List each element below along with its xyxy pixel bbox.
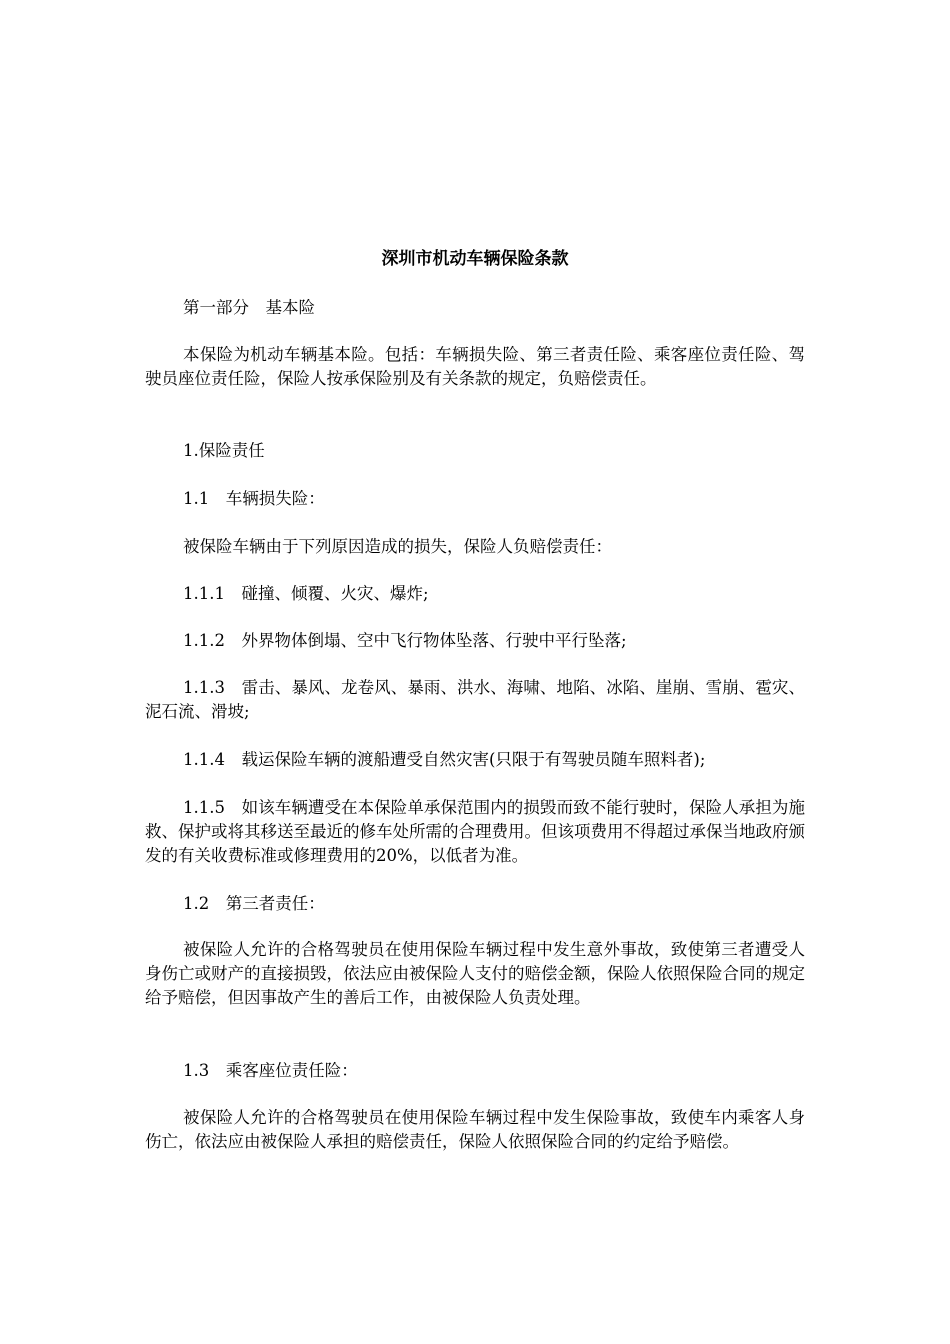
clause-heading-1-2: 1.2 第三者责任： <box>183 894 325 913</box>
clause-paragraph-1-3: 被保险人允许的合格驾驶员在使用保险车辆过程中发生保险事故，致使车内乘客人身伤亡，依法应由被保险人承担的赔偿责任，保险人依照保险合同的约定给予赔偿。 <box>145 1108 805 1151</box>
clause-heading-1-1: 1.1 车辆损失险： <box>183 489 325 508</box>
clause-paragraph: 被保险车辆由于下列原因造成的损失，保险人负赔偿责任： <box>183 537 612 556</box>
document-title: 深圳市机动车辆保险条款 <box>381 249 569 269</box>
clause-item-1-1-3: 1.1.3 雷击、暴风、龙卷风、暴雨、洪水、海啸、地陷、冰陷、崖崩、雪崩、雹灾、泥石流、滑坡; <box>145 678 805 721</box>
clause-heading-1-3: 1.3 乘客座位责任险： <box>183 1061 358 1080</box>
clause-item-1-1-1: 1.1.1 碰撞、倾覆、火灾、爆炸; <box>183 584 429 603</box>
section-heading-part-one: 第一部分 基本险 <box>183 298 315 317</box>
intro-paragraph: 本保险为机动车辆基本险。包括：车辆损失险、第三者责任险、乘客座位责任险、驾驶员座位责任险，保险人按承保险别及有关条款的规定，负赔偿责任。 <box>145 345 805 388</box>
clause-paragraph-1-2: 被保险人允许的合格驾驶员在使用保险车辆过程中发生意外事故，致使第三者遭受人身伤亡或财产的直接损毁，依法应由被保险人支付的赔偿金额，保险人依照保险合同的规定给予赔偿，但因事故产生的善后工作，由被保险人负责处理。 <box>145 940 805 1007</box>
clause-item-1-1-4: 1.1.4 载运保险车辆的渡船遭受自然灾害(只限于有驾驶员随车照料者); <box>183 750 706 769</box>
clause-item-1-1-5: 1.1.5 如该车辆遭受在本保险单承保范围内的损毁而致不能行驶时，保险人承担为施救、保护或将其移送至最近的修车处所需的合理费用。但该项费用不得超过承保当地政府颁发的有关收费标准或修理费用的20%，以低者为准。 <box>145 798 805 865</box>
clause-item-1-1-2: 1.1.2 外界物体倒塌、空中飞行物体坠落、行驶中平行坠落; <box>183 631 627 650</box>
section-heading-liability: 1.保险责任 <box>183 441 265 460</box>
